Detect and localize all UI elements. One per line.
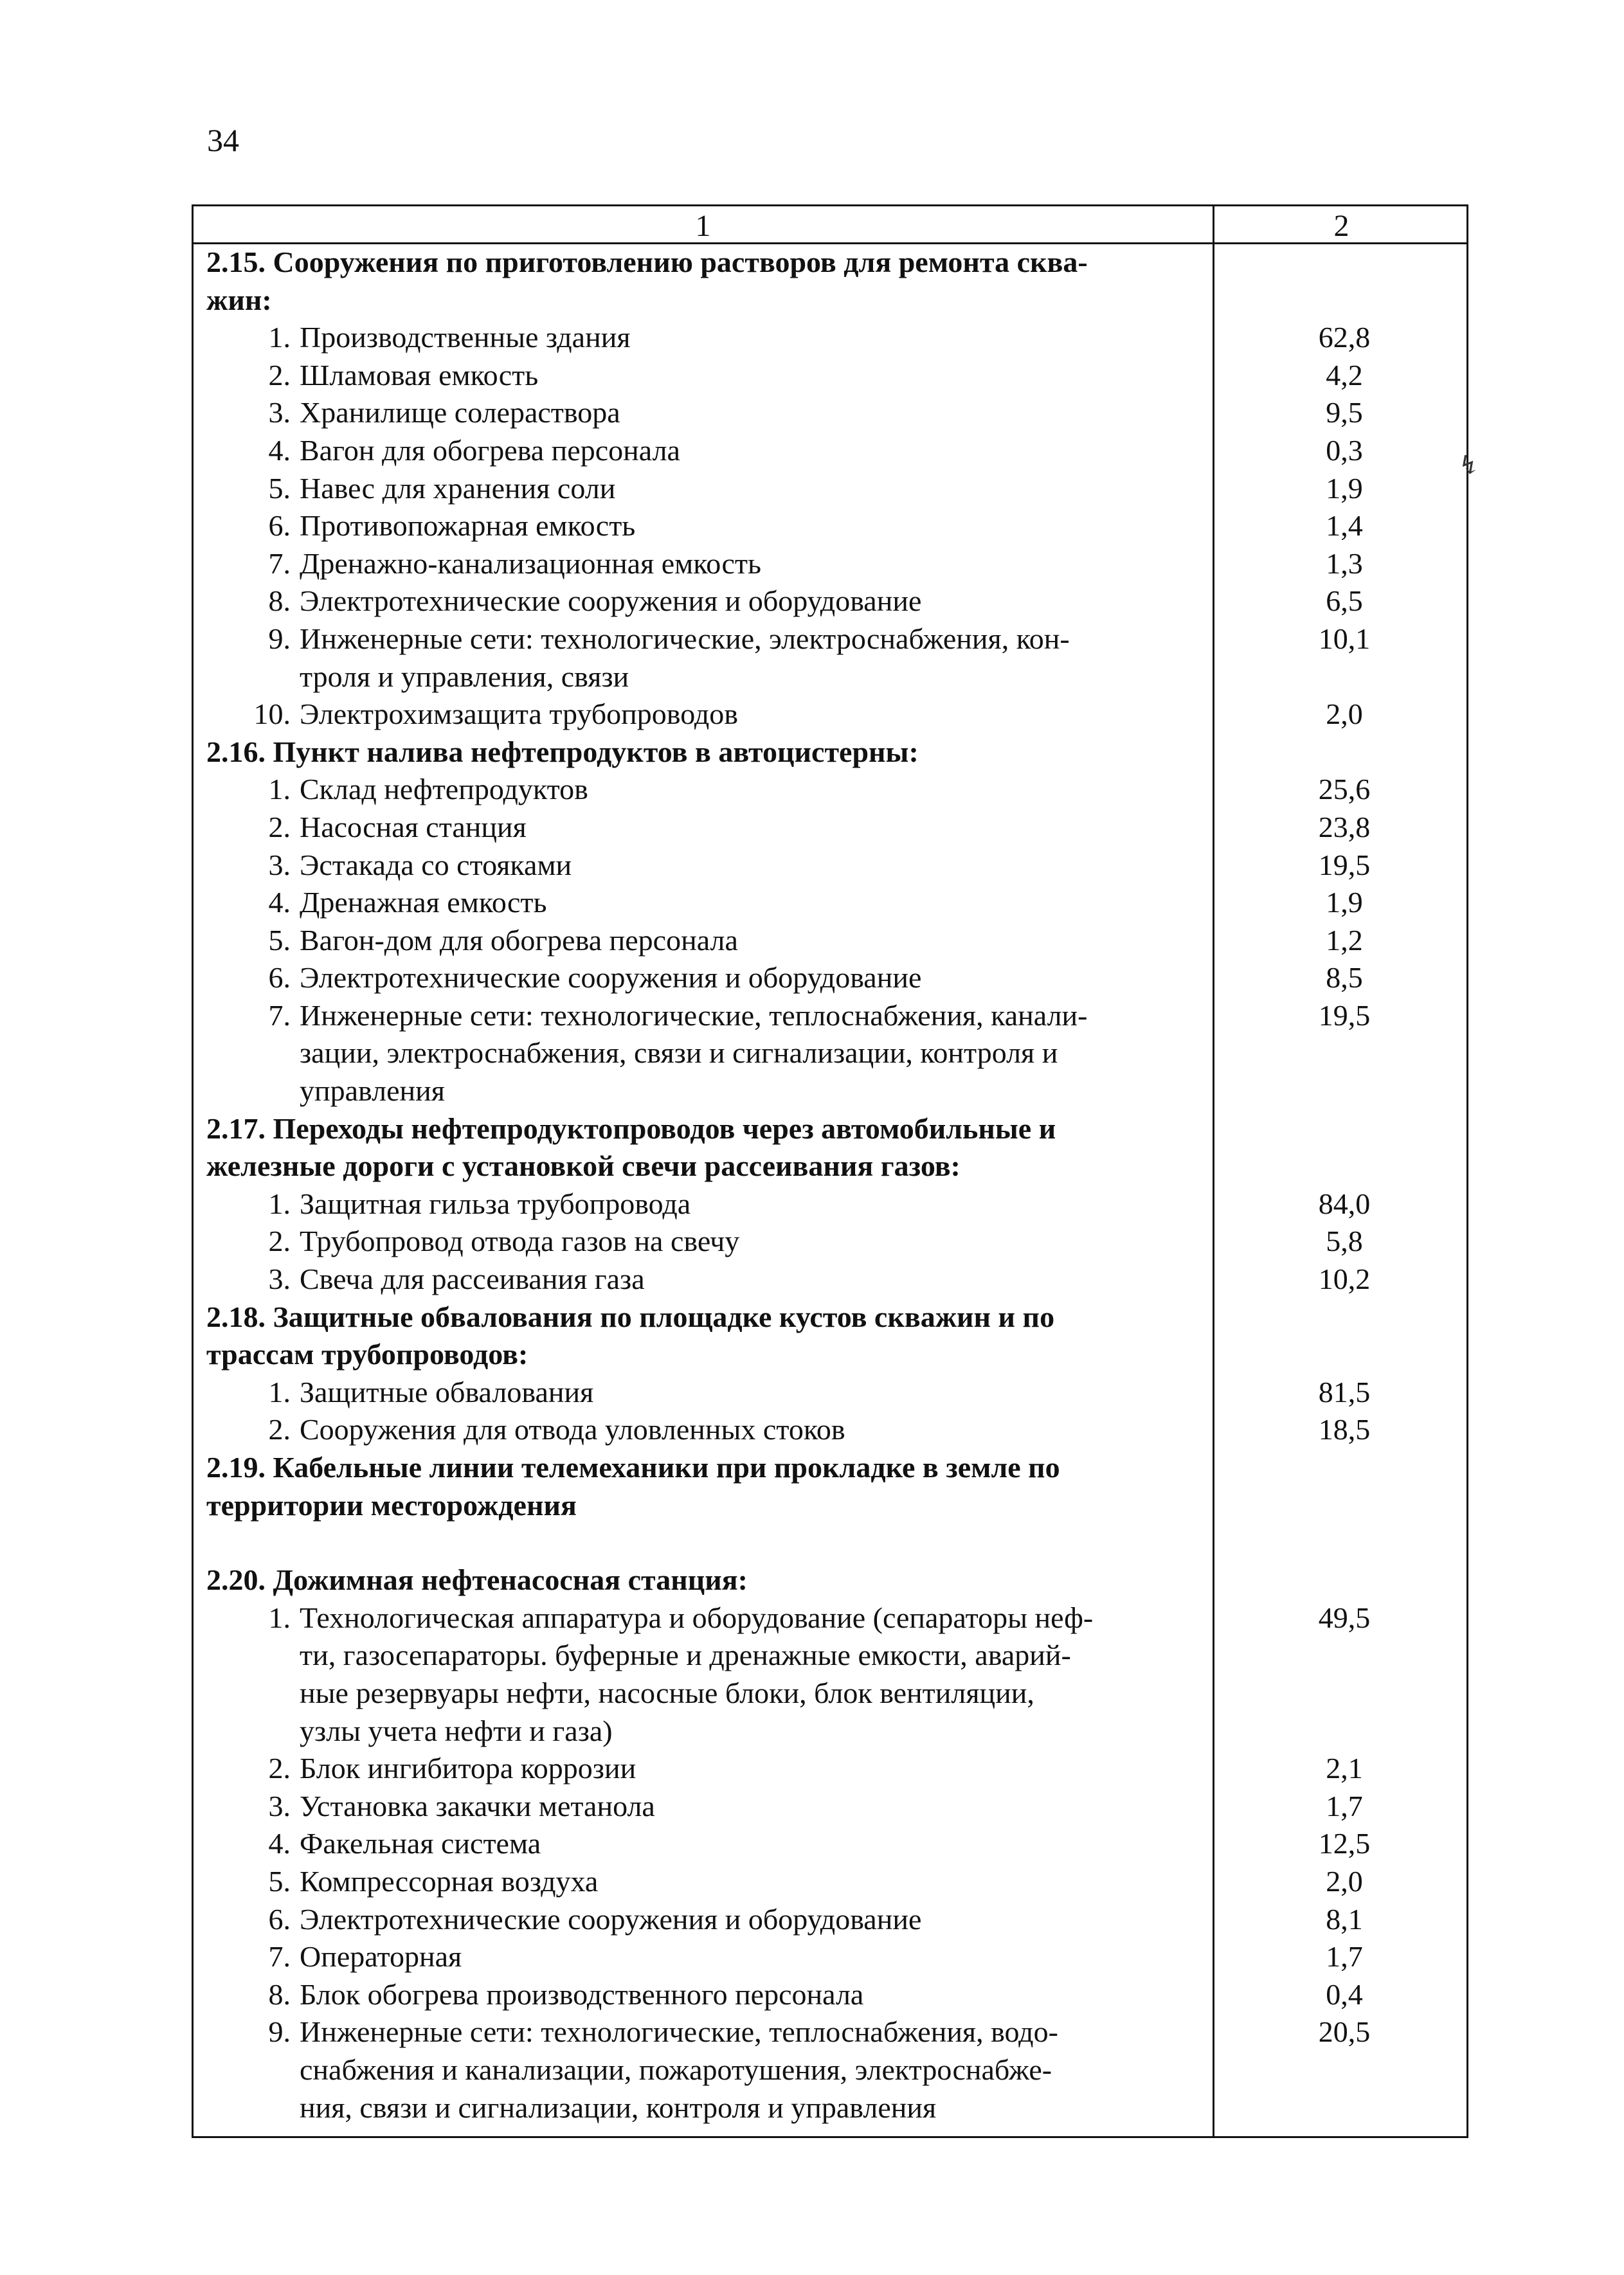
table-row	[194, 922, 1466, 960]
item-description: Склад нефтепродуктов	[300, 773, 588, 806]
section-heading-row	[194, 1110, 1466, 1185]
table-row	[194, 1411, 1466, 1449]
item-description: Противопожарная емкость	[300, 509, 636, 543]
item-value: 8,1	[1326, 1902, 1363, 1936]
table-row	[194, 997, 1466, 1110]
table-row	[194, 470, 1466, 508]
section-heading-row	[194, 1299, 1466, 1374]
section-heading-row	[194, 1449, 1466, 1524]
item-number: 5.	[268, 923, 291, 957]
item-value: 1,7	[1326, 1940, 1363, 1974]
item-value: 25,6	[1318, 773, 1371, 806]
item-description: Блок обогрева производственного персонала	[300, 1977, 864, 2011]
item-description: Электротехнические сооружения и оборудование	[300, 1902, 922, 1936]
item-number: 9.	[268, 2015, 291, 2049]
item-description: Электрохимзащита трубопроводов	[300, 697, 739, 731]
table-row	[194, 1825, 1466, 1863]
item-description: Инженерные сети: технологические, электроснабжения, кон- троля и управления, связи	[300, 622, 1070, 693]
item-value: 4,2	[1326, 358, 1363, 391]
item-number: 3.	[268, 1263, 291, 1296]
item-value: 5,8	[1326, 1225, 1363, 1258]
column-header-1: 1	[695, 209, 711, 243]
item-value: 2,0	[1326, 697, 1363, 731]
table-row	[194, 319, 1466, 357]
item-value: 2,0	[1326, 1864, 1363, 1898]
data-table	[192, 204, 1468, 2138]
item-description: Электротехнические сооружения и оборудование	[300, 584, 922, 618]
section-heading-row	[194, 1561, 1466, 1599]
item-description: Навес для хранения соли	[300, 471, 616, 505]
item-number: 6.	[268, 961, 291, 994]
table-row	[194, 432, 1466, 470]
column-header-2: 2	[1333, 209, 1349, 243]
item-number: 3.	[268, 848, 291, 881]
item-value: 49,5	[1318, 1601, 1371, 1634]
item-number: 2.	[268, 810, 291, 843]
item-description: Шламовая емкость	[300, 358, 539, 391]
item-description: Технологическая аппаратура и оборудование (сепараторы неф- ти, газосепараторы. буферные и дренажные емкости, аварий- ные резервуары нефти, насосные блоки, блок вентиляции, узлы учета нефти и газа)	[300, 1601, 1094, 1747]
table-row	[194, 582, 1466, 620]
item-description: Эстакада со стояками	[300, 848, 572, 881]
table-row	[194, 809, 1466, 847]
item-value: 1,2	[1326, 923, 1363, 957]
item-value: 19,5	[1318, 848, 1371, 881]
item-value: 2,1	[1326, 1752, 1363, 1785]
item-value: 10,2	[1318, 1263, 1371, 1296]
item-value: 23,8	[1318, 810, 1371, 843]
item-value: 84,0	[1318, 1187, 1371, 1220]
item-description: Производственные здания	[300, 321, 631, 354]
item-description: Дренажно-канализационная емкость	[300, 546, 761, 580]
item-number: 8.	[268, 1977, 291, 2011]
item-number: 2.	[268, 358, 291, 391]
table-row	[194, 545, 1466, 583]
item-value: 10,1	[1318, 622, 1371, 655]
table-row	[194, 1863, 1466, 1901]
table-row	[194, 1750, 1466, 1788]
item-number: 7.	[268, 998, 291, 1032]
item-number: 7.	[268, 546, 291, 580]
table-row	[194, 357, 1466, 395]
table-row	[194, 1901, 1466, 1939]
item-number: 4.	[268, 1827, 291, 1860]
item-description: Сооружения для отвода уловленных стоков	[300, 1413, 845, 1446]
section-title: 2.18. Защитные обвалования по площадке кустов скважин и по трассам трубопроводов:	[206, 1300, 1055, 1371]
item-number: 1.	[268, 321, 291, 354]
table-row	[194, 394, 1466, 432]
item-description: Защитные обвалования	[300, 1375, 594, 1408]
item-number: 1.	[268, 1187, 291, 1220]
item-number: 5.	[268, 1864, 291, 1898]
section-title: 2.19. Кабельные линии телемеханики при прокладке в земле по территории месторождения	[206, 1451, 1060, 1522]
item-number: 2.	[268, 1225, 291, 1258]
item-number: 6.	[268, 509, 291, 543]
table-row	[194, 847, 1466, 885]
table-row	[194, 1185, 1466, 1223]
item-value: 6,5	[1326, 584, 1363, 618]
item-number: 9.	[268, 622, 291, 655]
item-number: 1.	[268, 1601, 291, 1634]
page-number: 34	[207, 122, 239, 158]
item-value: 0,4	[1326, 1977, 1363, 2011]
section-title: 2.17. Переходы нефтепродуктопроводов через автомобильные и железные дороги с установкой свечи рассеивания газов:	[206, 1111, 1056, 1183]
item-value: 19,5	[1318, 998, 1371, 1032]
item-description: Блок ингибитора коррозии	[300, 1752, 636, 1785]
item-value: 9,5	[1326, 396, 1363, 429]
item-number: 3.	[268, 396, 291, 429]
section-heading-row	[194, 733, 1466, 771]
table-row	[194, 1788, 1466, 1826]
section-heading-row	[194, 244, 1466, 319]
item-description: Хранилище солераствора	[300, 396, 620, 429]
item-number: 7.	[268, 1940, 291, 1974]
table-row	[194, 1261, 1466, 1299]
item-number: 6.	[268, 1902, 291, 1936]
table-row	[194, 2013, 1466, 2127]
table-row	[194, 771, 1466, 809]
table-row	[194, 1938, 1466, 1976]
item-value: 1,9	[1326, 886, 1363, 919]
item-value: 12,5	[1318, 1827, 1371, 1860]
item-number: 2.	[268, 1413, 291, 1446]
table-row	[194, 1599, 1466, 1750]
table-row	[194, 507, 1466, 545]
item-description: Трубопровод отвода газов на свечу	[300, 1225, 740, 1258]
item-value: 18,5	[1318, 1413, 1371, 1446]
item-description: Электротехнические сооружения и оборудование	[300, 961, 922, 994]
item-number: 2.	[268, 1752, 291, 1785]
blank-row	[194, 1524, 1466, 1561]
item-number: 5.	[268, 471, 291, 505]
section-title: 2.20. Дожимная нефтенасосная станция:	[206, 1563, 748, 1597]
item-number: 4.	[268, 433, 291, 467]
item-number: 1.	[268, 1375, 291, 1408]
item-description: Свеча для рассеивания газа	[300, 1263, 645, 1296]
item-description: Вагон для обогрева персонала	[300, 433, 680, 467]
item-value: 1,7	[1326, 1789, 1363, 1822]
table-row	[194, 959, 1466, 997]
item-description: Вагон-дом для обогрева персонала	[300, 923, 738, 957]
item-description: Инженерные сети: технологические, теплоснабжения, водо- снабжения и канализации, пожаротушения, электроснабже- ния, связи и сигнализации, контроля и управления	[300, 2015, 1058, 2124]
margin-mark: ↯	[1458, 451, 1480, 480]
item-description: Защитная гильза трубопровода	[300, 1187, 691, 1220]
table-row	[194, 1374, 1466, 1412]
item-description: Факельная система	[300, 1827, 541, 1860]
item-number: 10.	[253, 697, 291, 731]
table-body	[194, 244, 1466, 2127]
section-title: 2.16. Пункт налива нефтепродуктов в автоцистерны:	[206, 735, 919, 768]
item-value: 20,5	[1318, 2015, 1371, 2049]
item-number: 1.	[268, 773, 291, 806]
item-value: 1,3	[1326, 546, 1363, 580]
table-row	[194, 696, 1466, 733]
item-description: Установка закачки метанола	[300, 1789, 655, 1822]
section-title: 2.15. Сооружения по приготовлению растворов для ремонта сква- жин:	[206, 246, 1088, 316]
item-description: Инженерные сети: технологические, теплоснабжения, канали- зации, электроснабжения, связи и сигнализации, контроля и управления	[300, 998, 1088, 1108]
item-value: 0,3	[1326, 433, 1363, 467]
item-value: 62,8	[1318, 321, 1371, 354]
item-value: 1,9	[1326, 471, 1363, 505]
table-row	[194, 1223, 1466, 1261]
item-value: 8,5	[1326, 961, 1363, 994]
table-row	[194, 884, 1466, 922]
item-number: 8.	[268, 584, 291, 618]
item-number: 4.	[268, 886, 291, 919]
item-value: 81,5	[1318, 1375, 1371, 1408]
item-value: 1,4	[1326, 509, 1363, 543]
table-row	[194, 1976, 1466, 2014]
item-description: Дренажная емкость	[300, 886, 547, 919]
table-row	[194, 620, 1466, 696]
item-description: Компрессорная воздуха	[300, 1864, 599, 1898]
item-description: Операторная	[300, 1940, 462, 1974]
item-number: 3.	[268, 1789, 291, 1822]
item-description: Насосная станция	[300, 810, 527, 843]
